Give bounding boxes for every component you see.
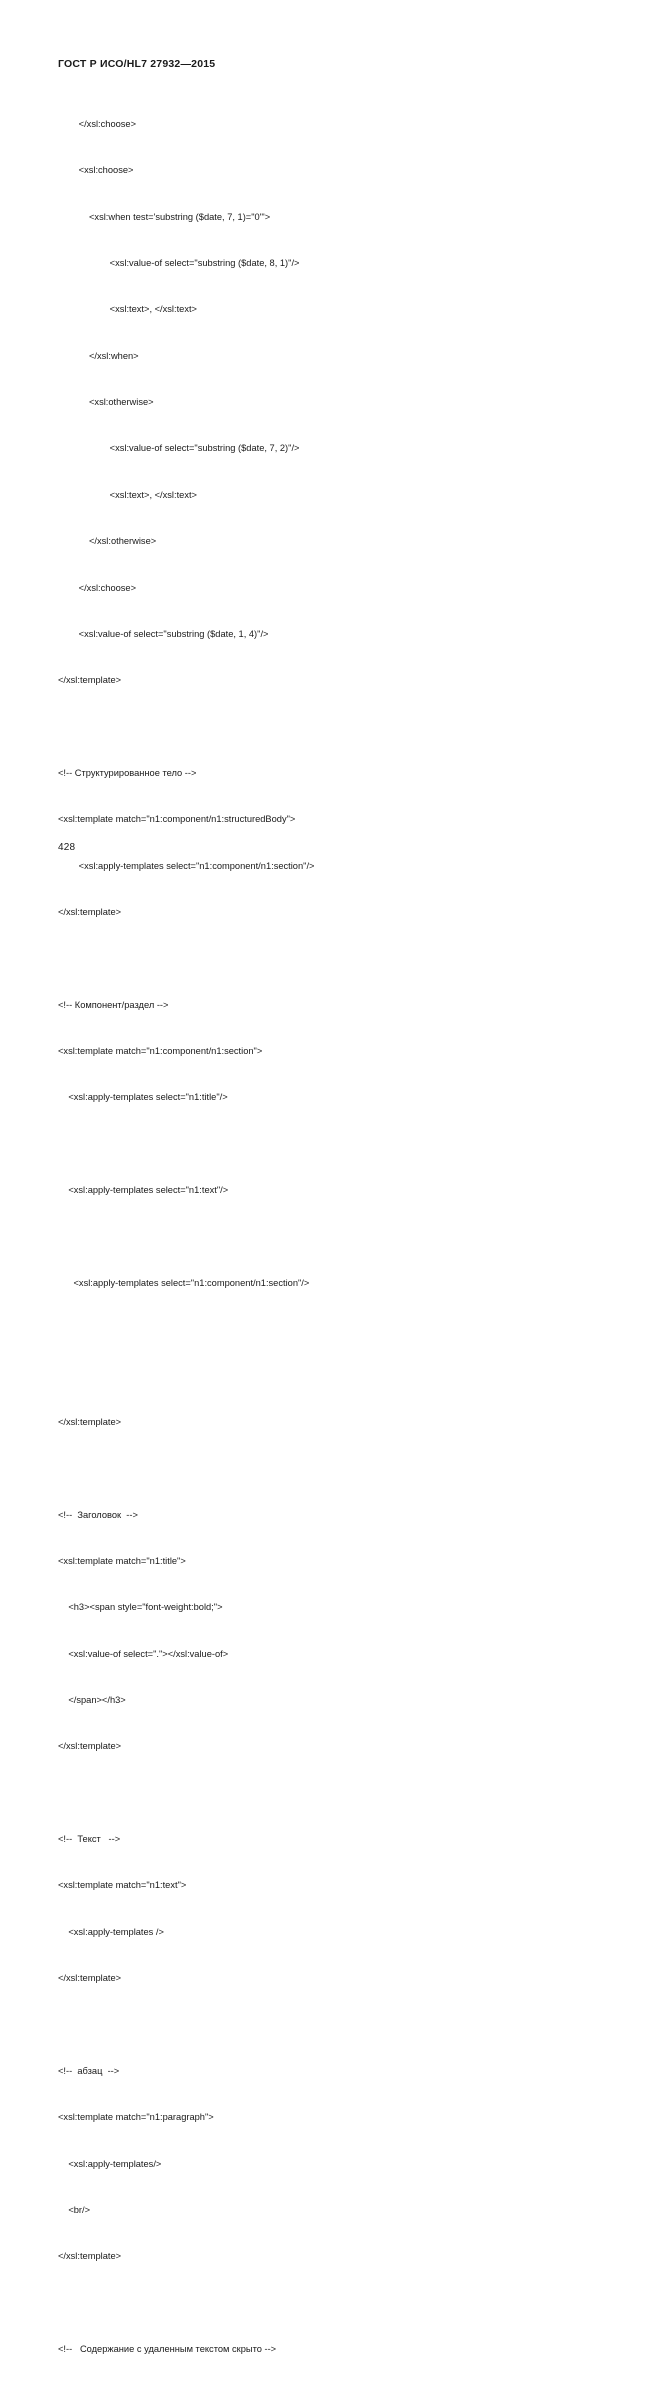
code-line: <!-- Текст --> (58, 1834, 121, 1845)
code-line: <xsl:value-of select="substring ($date, 1, 4)"/> (58, 628, 269, 639)
page-header-standard-title: ГОСТ Р ИСО/HL7 27932—2015 (58, 58, 216, 70)
code-line: <xsl:template match="n1:text"> (58, 1880, 187, 1891)
xsl-code-listing (58, 86, 618, 2388)
code-line: <xsl:otherwise> (58, 397, 154, 408)
code-line: </span></h3> (58, 1695, 126, 1706)
code-line: <xsl:when test='substring ($date, 7, 1)="0"'> (58, 211, 271, 222)
code-line: </xsl:template> (58, 907, 122, 917)
code-line: </xsl:template> (58, 1416, 122, 1427)
code-line: <xsl:text>, </xsl:text> (58, 304, 197, 315)
code-line: <xsl:apply-templates /> (58, 1926, 164, 1937)
code-line: <xsl:template match="n1:component/n1:section"> (58, 1046, 263, 1057)
code-line: <!-- Структурированное тело --> (58, 767, 197, 778)
code-line: </xsl:choose> (58, 582, 137, 593)
code-line: <!-- Содержание с удаленным текстом скрыто --> (58, 2344, 277, 2354)
code-line: <xsl:apply-templates select="n1:component/n1:section"/> (58, 1277, 310, 1288)
code-line: </xsl:template> (58, 675, 122, 686)
code-line: </xsl:otherwise> (58, 536, 157, 547)
code-line: <xsl:value-of select="substring ($date, 7, 2)"/> (58, 443, 300, 454)
code-line (58, 720, 618, 735)
code-line: <xsl:template match="n1:component/n1:structuredBody"> (58, 814, 296, 825)
code-line: </xsl:when> (58, 350, 139, 361)
code-line: <xsl:apply-templates select="n1:text"/> (58, 1185, 229, 1196)
code-line (58, 1369, 618, 1384)
code-line: <xsl:choose> (58, 165, 134, 176)
code-line (58, 1786, 618, 1801)
code-line: </xsl:choose> (58, 118, 137, 129)
code-line: <!-- абзац --> (58, 2065, 120, 2076)
code-line: <h3><span style="font-weight:bold;"> (58, 1602, 223, 1613)
code-line: </xsl:template> (58, 1741, 122, 1752)
code-line: <!-- Компонент/раздел --> (58, 999, 169, 1010)
code-line: <xsl:value-of select="."></xsl:value-of> (58, 1648, 229, 1659)
code-line: <!-- Заголовок --> (58, 1509, 138, 1520)
code-line (58, 1461, 618, 1476)
code-line (58, 2018, 618, 2033)
code-line: <xsl:apply-templates/> (58, 2158, 162, 2169)
code-line: <br/> (58, 2204, 91, 2215)
code-line: </xsl:template> (58, 2251, 122, 2262)
code-line: </xsl:template> (58, 1973, 122, 1984)
code-line: <xsl:apply-templates select="n1:title"/> (58, 1092, 228, 1103)
page-number: 428 (58, 842, 76, 853)
code-line (58, 1229, 618, 1244)
code-line (58, 2296, 618, 2311)
code-line: <xsl:text>, </xsl:text> (58, 489, 197, 500)
code-line: <xsl:apply-templates select="n1:component/n1:section"/> (58, 860, 315, 871)
code-line: <xsl:value-of select="substring ($date, 8, 1)"/> (58, 257, 300, 268)
code-line (58, 1137, 618, 1152)
code-line: <xsl:template match="n1:title"> (58, 1555, 186, 1566)
code-line: <xsl:template match="n1:paragraph"> (58, 2112, 214, 2123)
code-line (58, 951, 618, 966)
code-line (58, 1322, 618, 1337)
